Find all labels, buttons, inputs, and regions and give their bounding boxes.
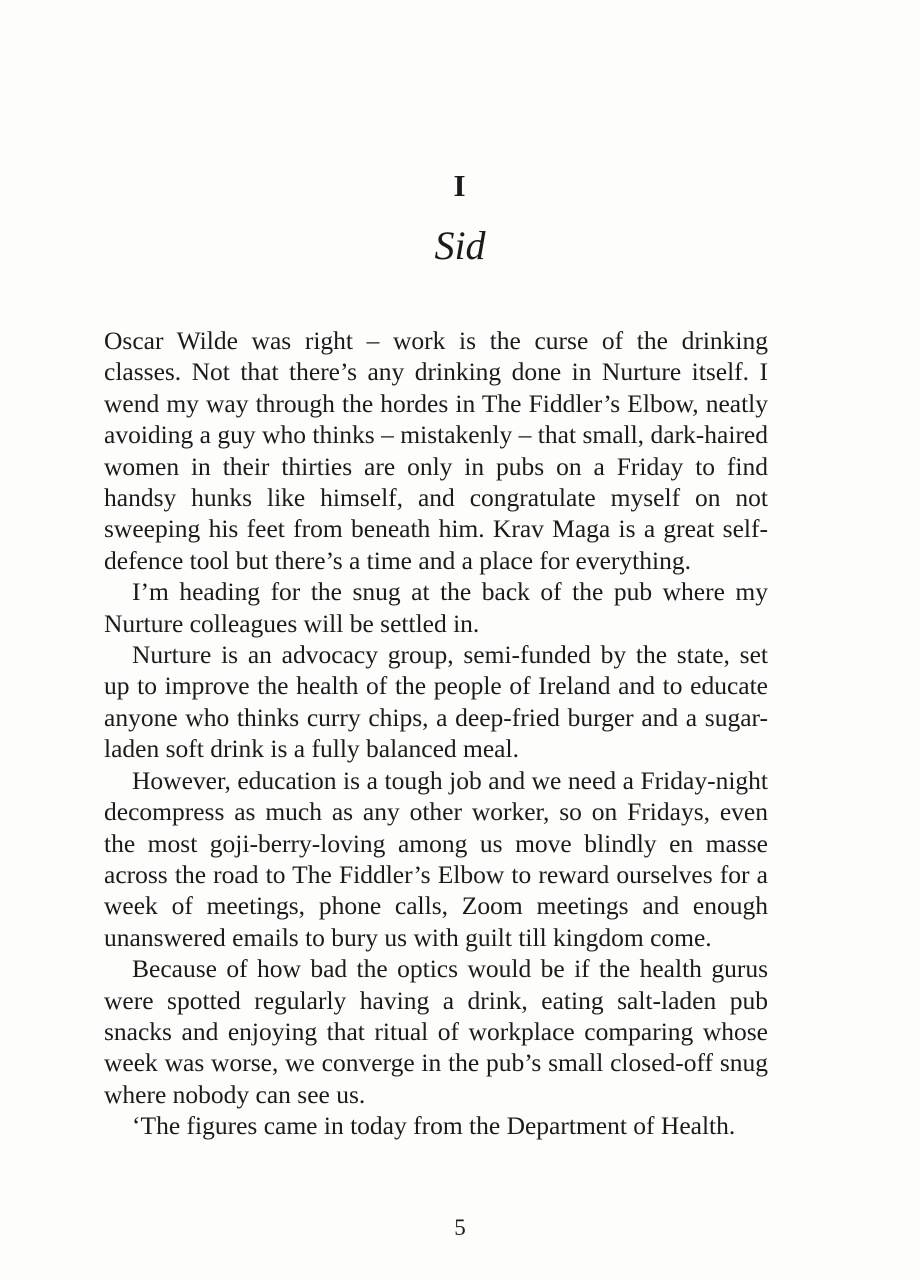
paragraph: I’m heading for the snug at the back of the pub where my Nurture colleagues will be settled in. [104,577,768,638]
chapter-title: Sid [434,223,486,268]
paragraph: Oscar Wilde was right – work is the curse of the drinking classes. Not that there’s any drinking done in Nurture itself. I wend my way through the hordes in The Fiddler’s Elbow, neatly avoiding a guy who thinks – mistakenly – that small, dark-haired women in their thirties are only in pubs on a Friday to find handsy hunks like himself, and congratulate myself on not sweeping his feet from beneath him. Krav Maga is a great self-defence tool but there’s a time and a place for everything. [104,326,768,575]
paragraph: ‘The figures came in today from the Department of Health. [132,1111,736,1141]
paragraph: Because of how bad the optics would be if the health gurus were spotted regularly having a drink, eating salt-laden pub snacks and enjoying that ritual of workplace comparing whose week was worse, we converge in the pub’s small closed-off snug where nobody can see us. [104,954,768,1109]
chapter-body [104,325,768,1142]
paragraph: However, education is a tough job and we need a Friday-night decompress as much as any other worker, so on Fridays, even the most goji-berry-loving among us move blindly en masse across the road to The Fiddler’s Elbow to reward ourselves for a week of meetings, phone calls, Zoom meetings and enough unanswered emails to bury us with guilt till kingdom come. [104,765,768,952]
page-number: 5 [454,1215,466,1240]
paragraph: Nurture is an advocacy group, semi-funded by the state, set up to improve the health of the people of Ireland and to educate anyone who thinks curry chips, a deep-fried burger and a sugar-laden soft drink is a fully balanced meal. [104,640,768,764]
chapter-number: I [453,168,467,203]
